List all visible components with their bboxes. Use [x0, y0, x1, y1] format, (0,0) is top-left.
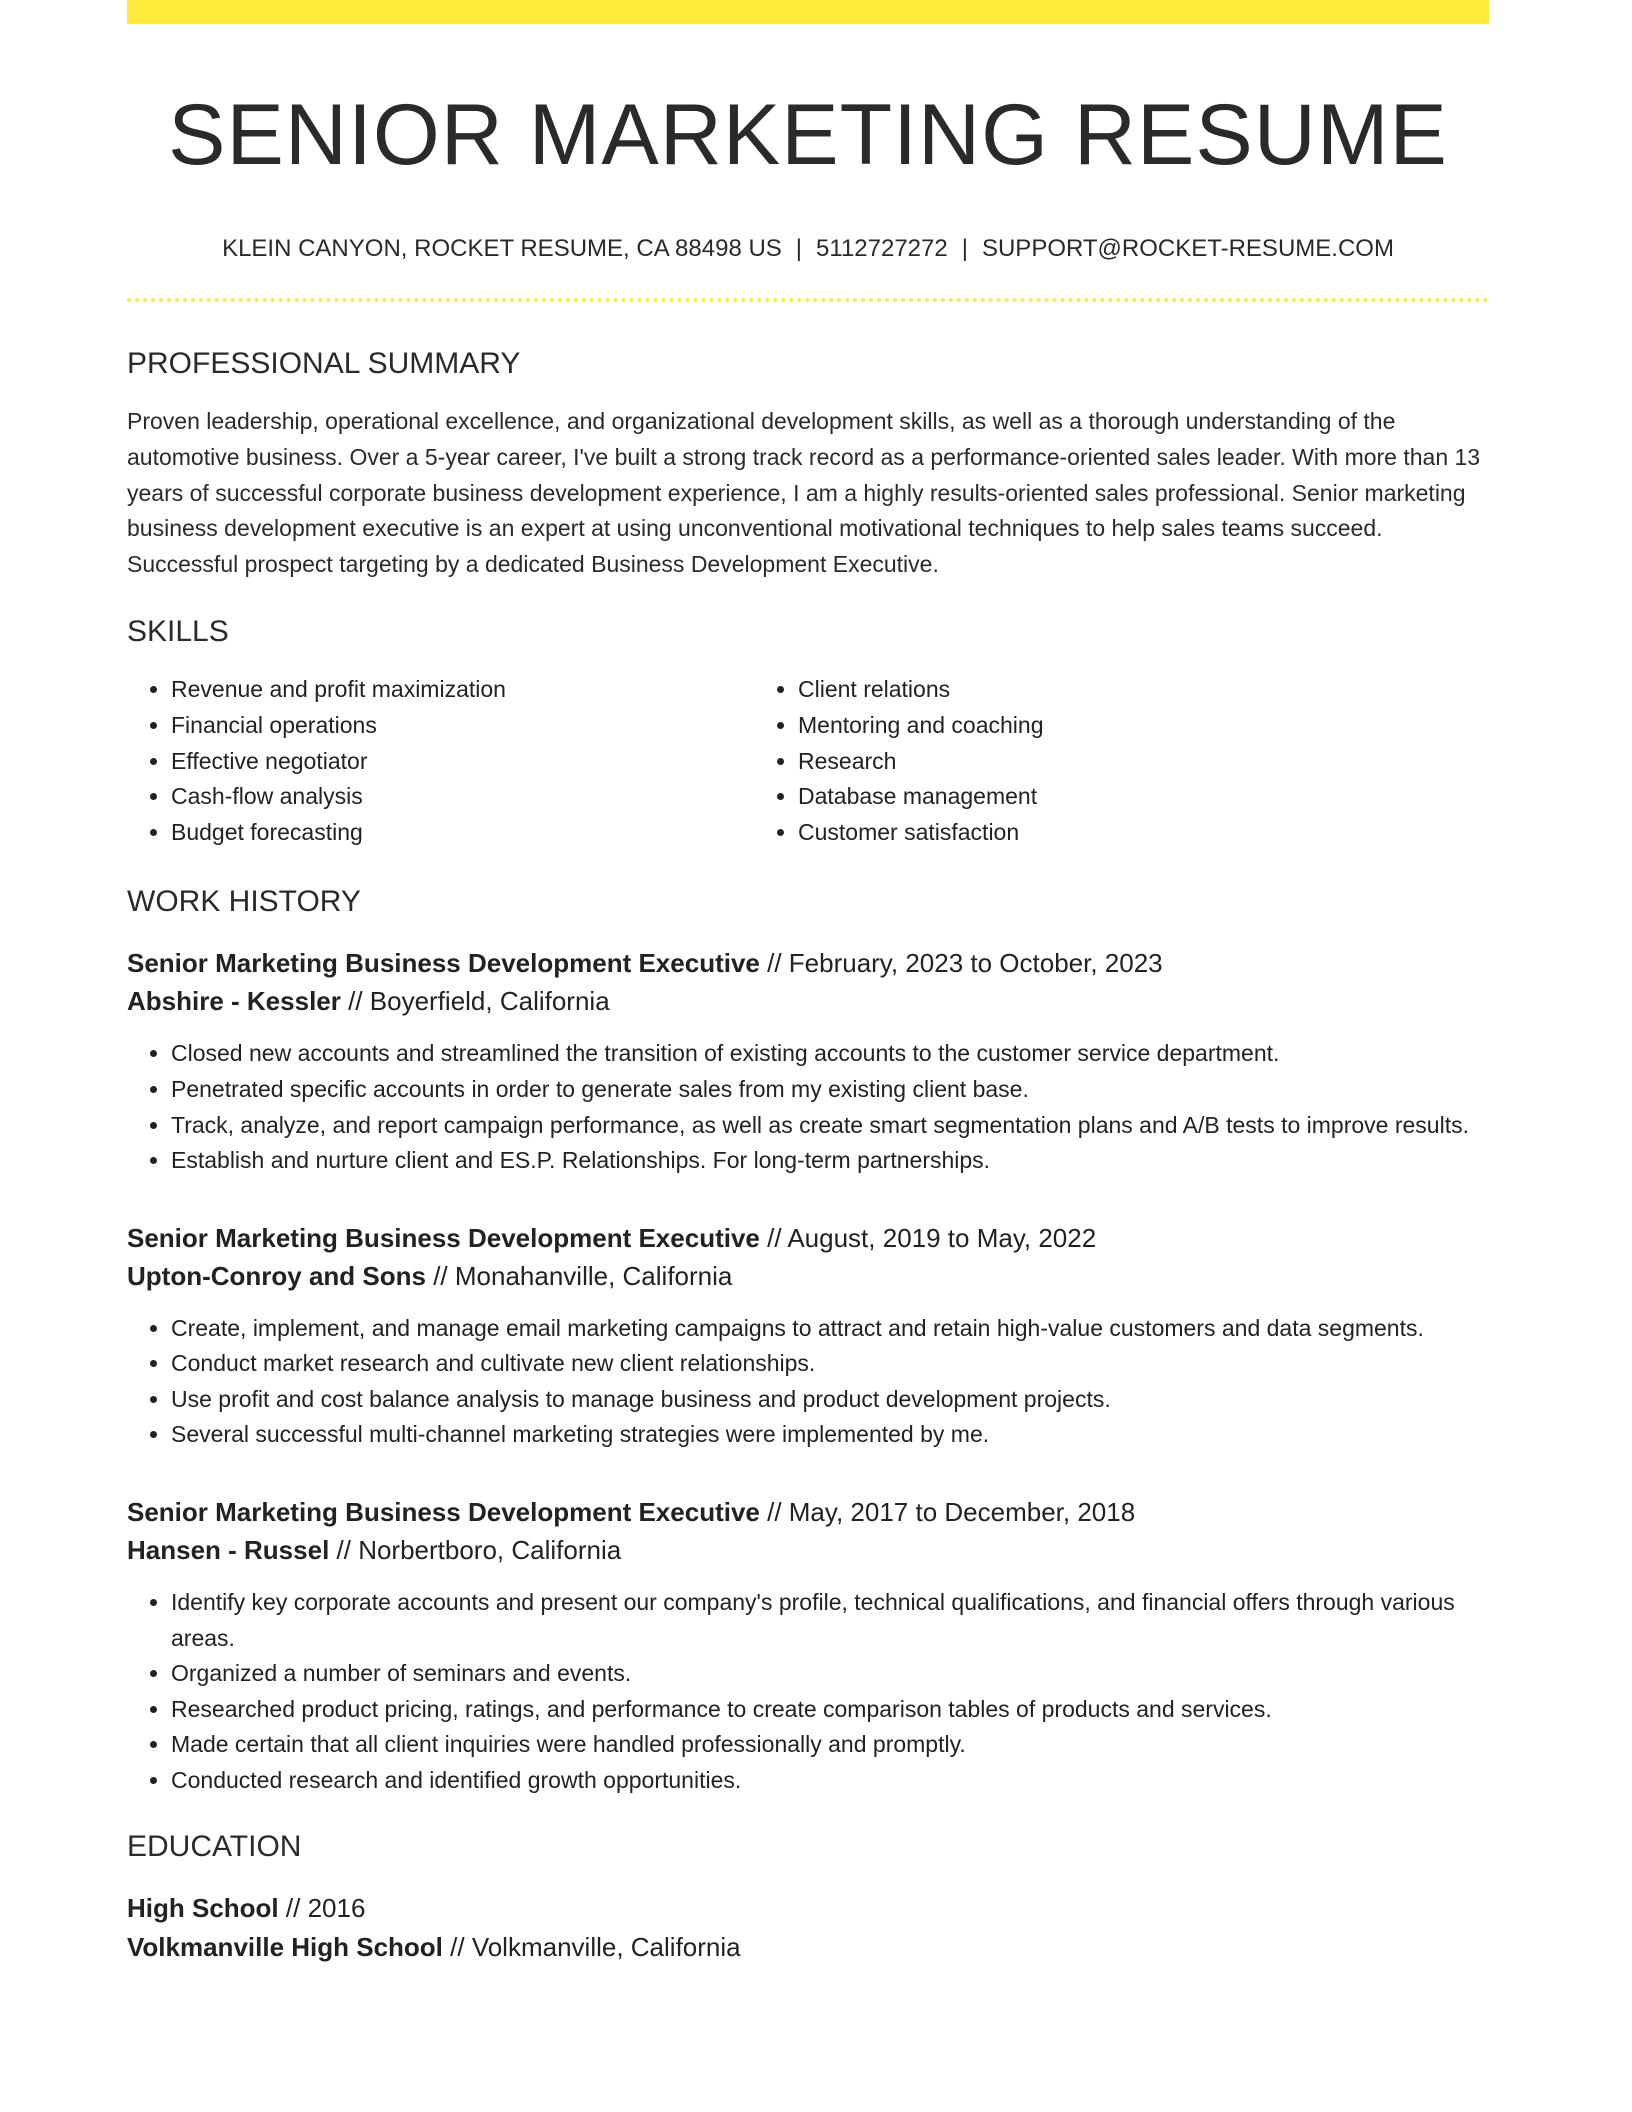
skill-item: • Effective negotiator [171, 744, 754, 780]
job-location: // Norbertboro, California [329, 1535, 622, 1566]
education-degree: High School [127, 1892, 279, 1923]
contact-separator: | [961, 235, 968, 263]
skill-item: • Customer satisfaction [798, 815, 1454, 851]
contact-separator: | [795, 235, 803, 263]
job-duty: • Organized a number of seminars and events. [171, 1656, 1489, 1692]
skill-item: • Revenue and profit maximization [171, 672, 754, 708]
skills-column-left [127, 672, 754, 850]
job-duty: • Penetrated specific accounts in order to generate sales from my existing client base. [171, 1072, 1489, 1108]
skills-heading: SKILLS [127, 615, 229, 649]
skills-list [127, 672, 1489, 850]
job-title: Senior Marketing Business Development Executive [127, 948, 760, 979]
job-company-line [127, 982, 1489, 1020]
summary-text: Proven leadership, operational excellence, and organizational development skills, as well as a thorough understanding of the automotive business. Over a 5-year career, I've built a strong track record as a performance-oriented sales leader. With more than 13 years of successful corporate business development experience, I am a highly results-oriented sales professional. Senior marketing business development executive is an expert at using unconventional motivational techniques to help sales teams succeed. Successful prospect targeting by a dedicated Business Development Executive. [127, 408, 1481, 577]
job-duty: • Use profit and cost balance analysis to manage business and product development projects. [171, 1382, 1489, 1418]
job-title-line [127, 1493, 1489, 1531]
skill-item: • Database management [798, 779, 1454, 815]
education-degree-line [127, 1889, 1489, 1928]
job-duty: • Create, implement, and manage email marketing campaigns to attract and retain high-value customers and data segments. [171, 1311, 1489, 1347]
job-duties [127, 1036, 1489, 1178]
job-company: Abshire - Kessler [127, 986, 341, 1017]
skill-item: • Client relations [798, 672, 1454, 708]
skill-item: • Budget forecasting [171, 815, 754, 851]
contact-email: SUPPORT@ROCKET-RESUME.COM [981, 235, 1394, 263]
education-school: Volkmanville High School [127, 1931, 443, 1962]
job-entry [127, 1493, 1489, 1799]
job-entry [127, 944, 1489, 1178]
resume-title: SENIOR MARKETING RESUME [168, 87, 1448, 183]
job-duty: • Conducted research and identified growth opportunities. [171, 1763, 1489, 1799]
header-divider [127, 298, 1489, 302]
job-duty: • Made certain that all client inquiries were handled professionally and promptly. [171, 1727, 1489, 1763]
skills-column-right [754, 672, 1454, 850]
job-duties [127, 1311, 1489, 1453]
job-duty: • Researched product pricing, ratings, and performance to create comparison tables of products and services. [171, 1692, 1489, 1728]
skill-item: • Financial operations [171, 708, 754, 744]
job-title: Senior Marketing Business Development Executive [127, 1222, 760, 1253]
education-school-line [127, 1928, 1489, 1967]
skill-item: • Mentoring and coaching [798, 708, 1454, 744]
job-company-line [127, 1257, 1489, 1295]
job-dates: // May, 2017 to December, 2018 [759, 1497, 1136, 1528]
contact-line [127, 233, 1489, 264]
job-entry [127, 1219, 1489, 1453]
job-company-line [127, 1531, 1489, 1569]
job-duties [127, 1585, 1489, 1799]
job-title-line [127, 1219, 1489, 1257]
contact-address: KLEIN CANYON, ROCKET RESUME, CA 88498 US [222, 235, 782, 263]
skill-item: • Research [798, 744, 1454, 780]
job-dates: // February, 2023 to October, 2023 [759, 948, 1163, 979]
job-location: // Monahanville, California [425, 1260, 733, 1291]
skill-item: • Cash-flow analysis [171, 779, 754, 815]
job-title-line [127, 944, 1489, 982]
job-title: Senior Marketing Business Development Executive [127, 1497, 760, 1528]
education-location: // Volkmanville, California [442, 1931, 741, 1962]
job-location: // Boyerfield, California [340, 986, 610, 1017]
job-duty: • Establish and nurture client and ES.P. Relationships. For long-term partnerships. [171, 1143, 1489, 1179]
education-heading: EDUCATION [127, 1829, 302, 1863]
job-duty: • Conduct market research and cultivate new client relationships. [171, 1346, 1489, 1382]
summary-heading: PROFESSIONAL SUMMARY [127, 347, 521, 381]
education-year: // 2016 [278, 1892, 366, 1923]
job-company: Hansen - Russel [127, 1535, 330, 1566]
job-company: Upton-Conroy and Sons [127, 1260, 426, 1291]
job-duty: • Closed new accounts and streamlined the transition of existing accounts to the customer service department. [171, 1036, 1489, 1072]
resume-page [127, 0, 1489, 1967]
job-dates: // August, 2019 to May, 2022 [759, 1222, 1097, 1253]
job-duty: • Several successful multi-channel marketing strategies were implemented by me. [171, 1417, 1489, 1453]
job-duty: • Track, analyze, and report campaign performance, as well as create smart segmentation plans and A/B tests to improve results. [171, 1108, 1489, 1144]
accent-top-bar [127, 0, 1489, 24]
work-history-heading: WORK HISTORY [127, 885, 361, 919]
job-duty: • Identify key corporate accounts and present our company's profile, technical qualifications, and financial offers through various areas. [171, 1585, 1489, 1656]
contact-phone: 5112727272 [816, 235, 948, 263]
